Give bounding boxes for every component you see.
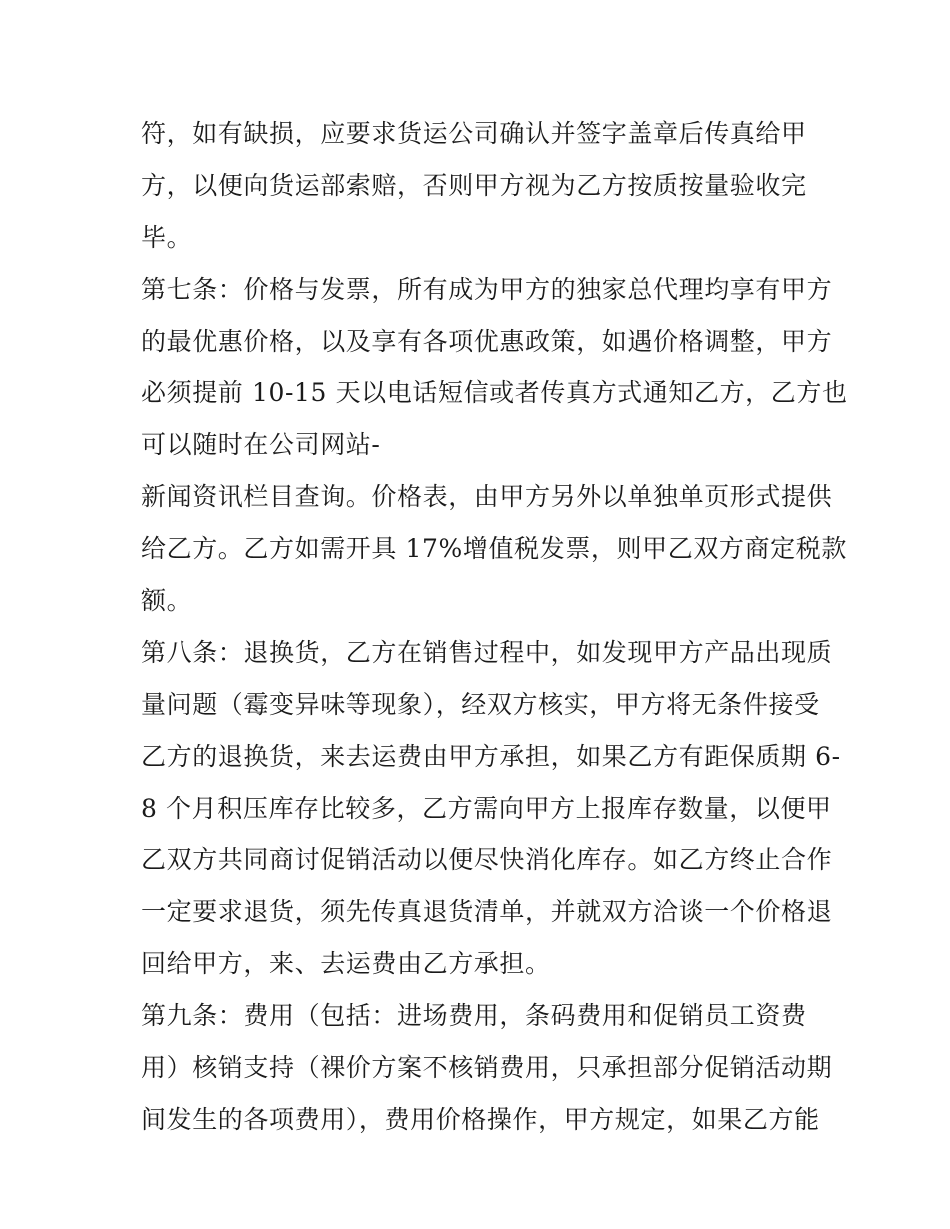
article-7-line-6: 给乙方。乙方如需开具 17%增值税发票，则甲乙双方商定税款 xyxy=(141,534,847,564)
article-7-line-4: 可以随时在公司网站- xyxy=(141,430,381,460)
article-7-line-5: 新闻资讯栏目查询。价格表，由甲方另外以单独单页形式提供 xyxy=(141,482,833,512)
article-8-line-2: 量问题（霉变异味等现象），经双方核实，甲方将无条件接受 xyxy=(141,689,820,719)
article-9-line-1: 第九条：费用（包括：进场费用，条码费用和促销员工资费 xyxy=(141,1001,807,1031)
article-8-line-3: 乙方的退换货，来去运费由甲方承担，如果乙方有距保质期 6- xyxy=(141,741,841,771)
article-8-line-4: 8 个月积压库存比较多，乙方需向甲方上报库存数量，以便甲 xyxy=(141,793,832,823)
article-8-line-5: 乙双方共同商讨促销活动以便尽快消化库存。如乙方终止合作 xyxy=(141,845,833,875)
text-line-3: 毕。 xyxy=(141,222,193,252)
text-line-2: 方，以便向货运部索赔，否则甲方视为乙方按质按量验收完 xyxy=(141,170,807,200)
article-8-line-7: 回给甲方，来、去运费由乙方承担。 xyxy=(141,949,551,979)
article-7-line-7: 额。 xyxy=(141,586,193,616)
article-7-line-1: 第七条：价格与发票，所有成为甲方的独家总代理均享有甲方 xyxy=(141,274,833,304)
article-9-line-2: 用）核销支持（裸价方案不核销费用，只承担部分促销活动期 xyxy=(141,1053,833,1083)
contract-text-block xyxy=(141,108,848,1146)
article-7-line-2: 的最优惠价格，以及享有各项优惠政策，如遇价格调整，甲方 xyxy=(141,326,833,356)
article-9-line-3: 间发生的各项费用），费用价格操作，甲方规定，如果乙方能 xyxy=(141,1104,820,1134)
text-line-1: 符，如有缺损，应要求货运公司确认并签字盖章后传真给甲 xyxy=(141,119,807,148)
article-8-line-1: 第八条：退换货，乙方在销售过程中，如发现甲方产品出现质 xyxy=(141,637,833,667)
article-8-line-6: 一定要求退货，须先传真退货清单，并就双方洽谈一个价格退 xyxy=(141,897,833,927)
article-7-line-3: 必须提前 10-15 天以电话短信或者传真方式通知乙方，乙方也 xyxy=(141,378,848,408)
